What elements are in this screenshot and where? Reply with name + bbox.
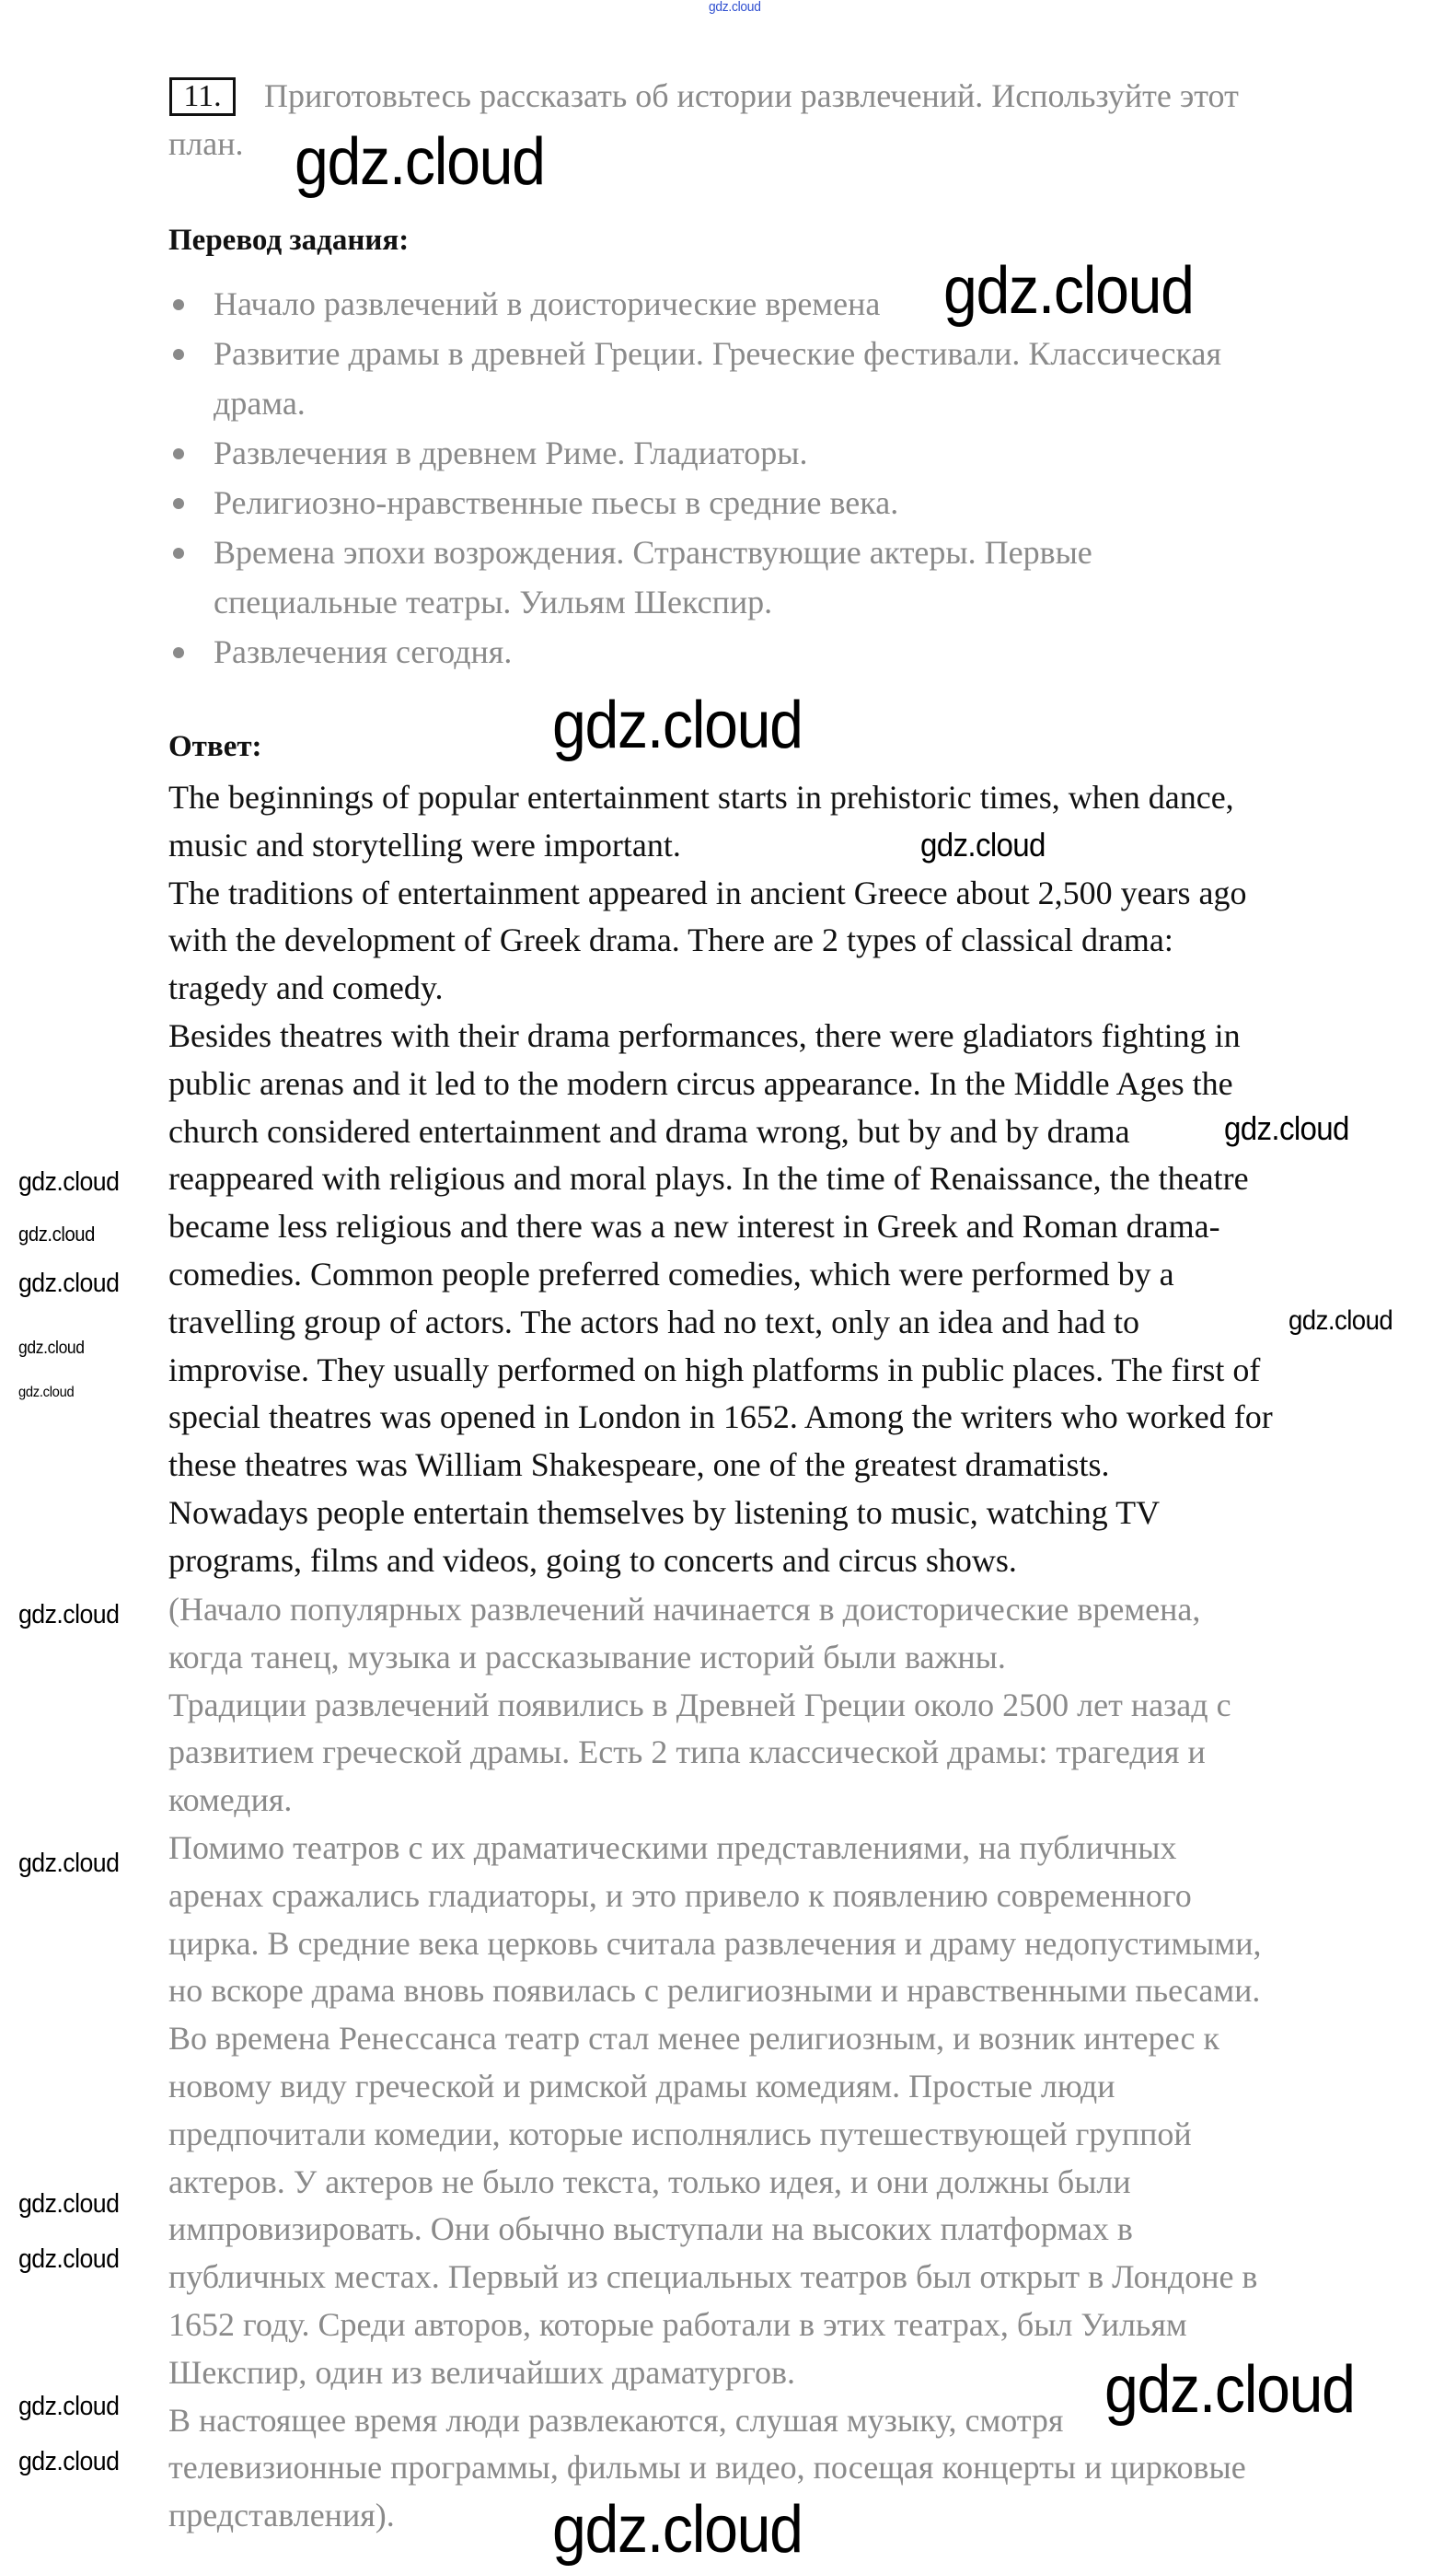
bullet-icon — [173, 448, 184, 459]
russian-answer-line: Во времена Ренессанса театр стал менее религиозным, и возник интерес к — [168, 2020, 1219, 2058]
russian-answer-line: предпочитали комедии, которые исполнялись путешествующей группой — [168, 2115, 1192, 2152]
bullet-icon — [173, 647, 184, 658]
english-answer-line: travelling group of actors. The actors had no text, only an idea and had to — [168, 1303, 1140, 1340]
watermark: gdz.cloud — [18, 1849, 120, 1878]
task-text-line: Приготовьтесь рассказать об истории развлечений. Используйте этот — [264, 77, 1239, 114]
russian-answer-line: цирка. В средние века церковь считала развлечения и драму недопустимыми, — [168, 1924, 1262, 1962]
english-answer-line: music and storytelling were important. — [168, 826, 681, 864]
watermark: gdz.cloud — [943, 254, 1194, 328]
english-answer-line: special theatres was opened in London in 1652. Among the writers who worked for — [168, 1398, 1273, 1436]
russian-answer-line: аренах сражались гладиаторы, и это привело к появлению современного — [168, 1876, 1192, 1914]
english-answer-line: Nowadays people entertain themselves by listening to music, watching TV — [168, 1494, 1161, 1531]
translation-bullet-line: драма. — [214, 385, 306, 422]
english-answer-line: The beginnings of popular entertainment starts in prehistoric times, when dance, — [168, 779, 1234, 816]
watermark: gdz.cloud — [1288, 1305, 1393, 1336]
russian-answer-line: В настоящее время люди развлекаются, слушая музыку, смотря — [168, 2401, 1064, 2439]
translation-bullet-line: Времена эпохи возрождения. Странствующие актеры. Первые — [214, 534, 1092, 571]
english-answer-line: church considered entertainment and drama wrong, but by and by drama — [168, 1112, 1130, 1150]
translation-bullet-line: Развитие драмы в древней Греции. Греческие фестивали. Классическая — [214, 335, 1222, 372]
watermark: gdz.cloud — [18, 1600, 120, 1629]
english-answer-line: public arenas and it led to the modern circus appearance. In the Middle Ages the — [168, 1064, 1233, 1102]
russian-answer-line: развитием греческой драмы. Есть 2 типа классической драмы: трагедия и — [168, 1733, 1206, 1771]
watermark: gdz.cloud — [552, 2493, 803, 2567]
watermark: gdz.cloud — [18, 2447, 120, 2476]
english-answer-line: The traditions of entertainment appeared in ancient Greece about 2,500 years ago — [168, 874, 1247, 911]
english-answer-line: these theatres was William Shakespeare, one of the greatest dramatists. — [168, 1446, 1110, 1484]
task-number: 11. — [169, 77, 236, 116]
bullet-icon — [173, 349, 184, 360]
bullet-icon — [173, 548, 184, 559]
english-answer-line: Besides theatres with their drama performances, there were gladiators fighting in — [168, 1017, 1241, 1054]
russian-answer-line: Традиции развлечений появились в Древней Греции около 2500 лет назад с — [168, 1686, 1231, 1723]
watermark: gdz.cloud — [1104, 2353, 1355, 2427]
russian-answer-line: Шекспир, один из величайших драматургов. — [168, 2353, 796, 2391]
watermark: gdz.cloud — [552, 689, 803, 762]
watermark: gdz.cloud — [18, 1385, 75, 1400]
bullet-icon — [173, 299, 184, 310]
watermark-top: gdz.cloud — [709, 0, 761, 15]
watermark: gdz.cloud — [18, 2189, 120, 2219]
russian-answer-line: комедия. — [168, 1781, 293, 1819]
watermark: gdz.cloud — [18, 1167, 120, 1197]
russian-answer-line: когда танец, музыка и рассказывание историй были важны. — [168, 1638, 1006, 1675]
russian-answer-line: импровизировать. Они обычно выступали на высоких платформах в — [168, 2210, 1133, 2248]
english-answer-line: with the development of Greek drama. There are 2 types of classical drama: — [168, 922, 1173, 959]
translation-bullet-line: Религиозно-нравственные пьесы в средние века. — [214, 484, 899, 521]
watermark: gdz.cloud — [295, 125, 545, 199]
translation-bullet-line: Начало развлечений в доисторические времена — [214, 285, 881, 322]
english-answer-line: reappeared with religious and moral plays. In the time of Renaissance, the theatre — [168, 1160, 1249, 1198]
russian-answer-line: телевизионные программы, фильмы и видео, посещая концерты и цирковые — [168, 2449, 1246, 2487]
watermark: gdz.cloud — [920, 826, 1046, 864]
russian-answer-line: Помимо театров с их драматическими представлениями, на публичных — [168, 1829, 1177, 1866]
russian-answer-line: представления). — [168, 2497, 395, 2534]
english-answer-line: comedies. Common people preferred comedies, which were performed by a — [168, 1256, 1174, 1293]
watermark: gdz.cloud — [18, 1223, 96, 1246]
task-text-line: план. — [168, 125, 244, 162]
translation-bullet-line: Развлечения в древнем Риме. Гладиаторы. — [214, 435, 808, 471]
english-answer-line: tragedy and comedy. — [168, 969, 444, 1007]
english-answer-line: improvise. They usually performed on high platforms in public places. The first of — [168, 1351, 1261, 1388]
russian-answer-line: новому виду греческой и римской драмы комедиям. Простые люди — [168, 2068, 1115, 2104]
russian-answer-line: но вскоре драма вновь появилась с религиозными и нравственными пьесами. — [168, 1972, 1261, 2010]
russian-answer-line: актеров. У актеров не было текста, только идея, и они должны были — [168, 2162, 1131, 2200]
russian-answer-line: публичных местах. Первый из специальных театров был открыт в Лондоне в — [168, 2258, 1258, 2296]
watermark: gdz.cloud — [18, 2392, 120, 2421]
translation-bullet-line: Развлечения сегодня. — [214, 633, 513, 670]
watermark: gdz.cloud — [18, 1339, 85, 1358]
russian-answer-line: (Начало популярных развлечений начинается в доисторические времена, — [168, 1591, 1201, 1628]
translation-heading: Перевод задания: — [168, 224, 410, 257]
answer-heading: Ответ: — [168, 730, 262, 763]
english-answer-line: programs, films and videos, going to concerts and circus shows. — [168, 1541, 1017, 1579]
watermark: gdz.cloud — [1224, 1109, 1349, 1147]
russian-answer-line: 1652 году. Среди авторов, которые работали в этих театрах, был Уильям — [168, 2306, 1187, 2343]
translation-bullet-line: специальные театры. Уильям Шекспир. — [214, 584, 773, 620]
watermark: gdz.cloud — [18, 1269, 120, 1298]
english-answer-line: became less religious and there was a new interest in Greek and Roman drama- — [168, 1208, 1220, 1246]
watermark: gdz.cloud — [18, 2244, 120, 2274]
bullet-icon — [173, 498, 184, 509]
